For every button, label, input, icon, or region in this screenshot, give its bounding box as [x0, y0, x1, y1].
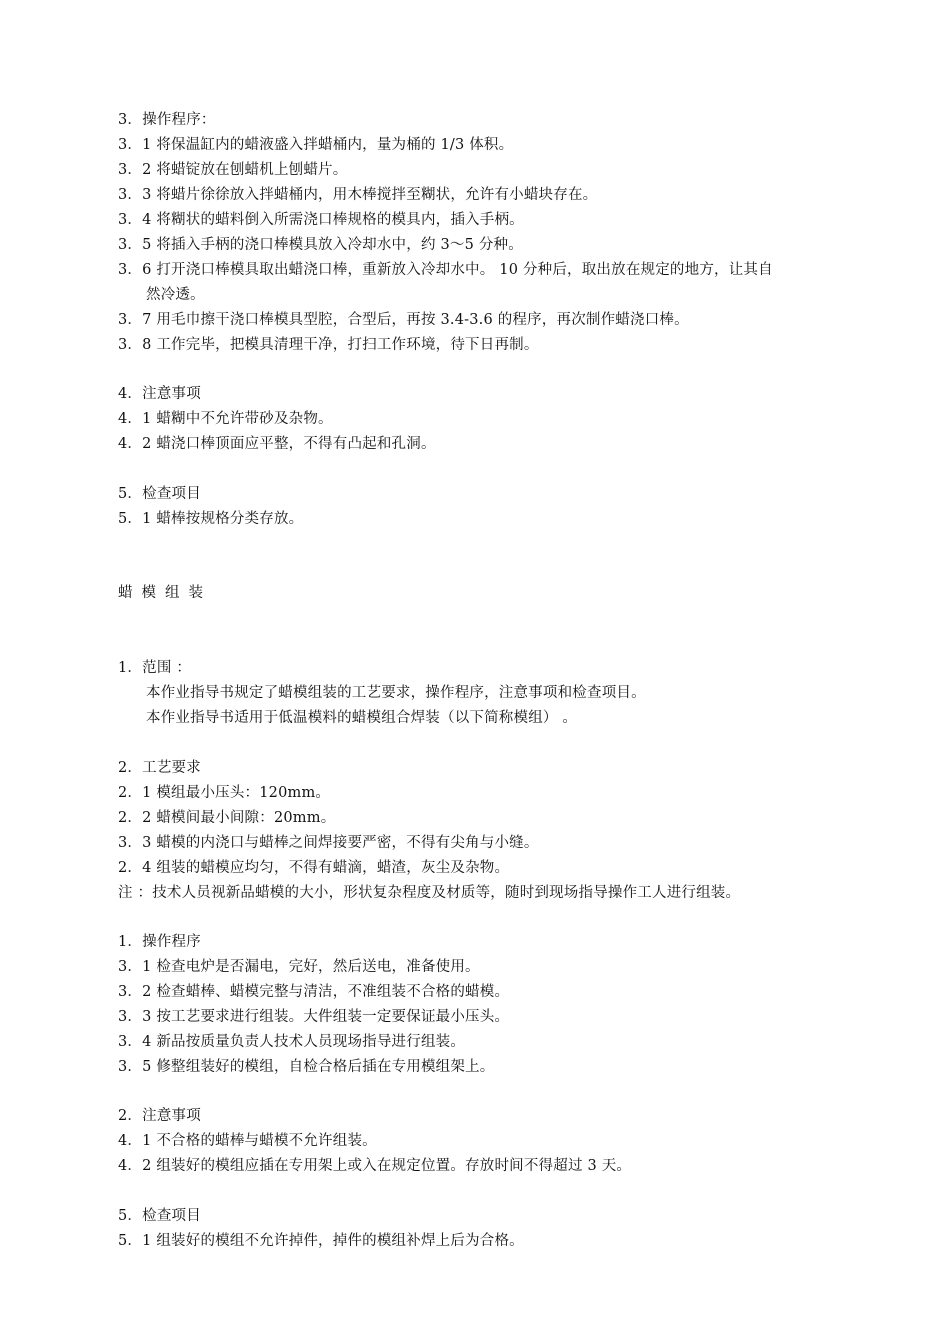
procedure-item: 3．1 将保温缸内的蜡液盛入拌蜡桶内，量为桶的 1/3 体积。 — [118, 137, 514, 153]
procedure-item: 3．4 将糊状的蜡料倒入所需浇口棒规格的模具内，插入手柄。 — [118, 212, 524, 228]
requirement-item: 2．4 组装的蜡模应均匀，不得有蜡滴，蜡渣，灰尘及杂物。 — [118, 860, 510, 876]
procedure-item: 3．8 工作完毕，把模具清理干净，打扫工作环境，待下日再制。 — [118, 337, 539, 353]
requirement-item: 3．3 蜡模的内浇口与蜡棒之间焊接要严密，不得有尖角与小缝。 — [118, 835, 539, 851]
section-title: 蜡模组装 — [118, 585, 212, 601]
notes-item: 4．2 蜡浇口棒顶面应平整，不得有凸起和孔洞。 — [118, 436, 436, 452]
procedure-item: 3．1 检查电炉是否漏电，完好，然后送电，准备使用。 — [118, 959, 480, 975]
procedure-item: 3．2 检查蜡棒、蜡模完整与清洁，不准组装不合格的蜡模。 — [118, 984, 510, 1000]
procedure-heading: 3．操作程序： — [118, 112, 216, 128]
procedure-item-continuation: 然冷透。 — [146, 287, 205, 303]
check-item: 5．1 组装好的模组不允许掉件，掉件的模组补焊上后为合格。 — [118, 1233, 524, 1249]
procedure-item: 3．5 修整组装好的模组，自检合格后插在专用模组架上。 — [118, 1059, 495, 1075]
notes-item: 4．1 不合格的蜡棒与蜡模不允许组装。 — [118, 1133, 377, 1149]
scope-heading: 1．范围 ： — [118, 660, 192, 676]
check-heading: 5．检查项目 — [118, 486, 201, 502]
requirements-heading: 2．工艺要求 — [118, 760, 201, 776]
procedure-heading: 1．操作程序 — [118, 934, 201, 950]
scope-line: 本作业指导书适用于低温模料的蜡模组合焊装（以下简称模组） 。 — [146, 710, 578, 726]
notes-item: 4．2 组装好的模组应插在专用架上或入在规定位置。存放时间不得超过 3 天。 — [118, 1158, 632, 1174]
procedure-item: 3．2 将蜡锭放在刨蜡机上刨蜡片。 — [118, 162, 348, 178]
requirement-item: 2．2 蜡模间最小间隙：20mm。 — [118, 810, 336, 826]
procedure-item: 3．6 打开浇口棒模具取出蜡浇口棒，重新放入冷却水中。 10 分种后，取出放在规定的地方，让其自 — [118, 262, 773, 278]
scope-line: 本作业指导书规定了蜡模组装的工艺要求，操作程序，注意事项和检查项目。 — [146, 685, 646, 701]
requirement-item: 2．1 模组最小压头：120mm。 — [118, 785, 331, 801]
check-item: 5．1 蜡棒按规格分类存放。 — [118, 511, 304, 527]
procedure-item: 3．3 将蜡片徐徐放入拌蜡桶内，用木棒搅拌至糊状，允许有小蜡块存在。 — [118, 187, 598, 203]
procedure-item: 3．5 将插入手柄的浇口棒模具放入冷却水中，约 3～5 分种。 — [118, 237, 523, 253]
notes-heading: 4．注意事项 — [118, 386, 201, 402]
check-heading: 5．检查项目 — [118, 1208, 201, 1224]
notes-item: 4．1 蜡糊中不允许带砂及杂物。 — [118, 411, 333, 427]
procedure-item: 3．3 按工艺要求进行组装。大件组装一定要保证最小压头。 — [118, 1009, 510, 1025]
procedure-item: 3．4 新品按质量负责人技术人员现场指导进行组装。 — [118, 1034, 466, 1050]
requirement-note: 注 ：技术人员视新品蜡模的大小，形状复杂程度及材质等，随时到现场指导操作工人进行组装。 — [118, 885, 741, 901]
notes-heading: 2．注意事项 — [118, 1108, 201, 1124]
procedure-item: 3．7 用毛巾擦干浇口棒模具型腔，合型后，再按 3.4-3.6 的程序，再次制作蜡浇口棒。 — [118, 312, 689, 328]
